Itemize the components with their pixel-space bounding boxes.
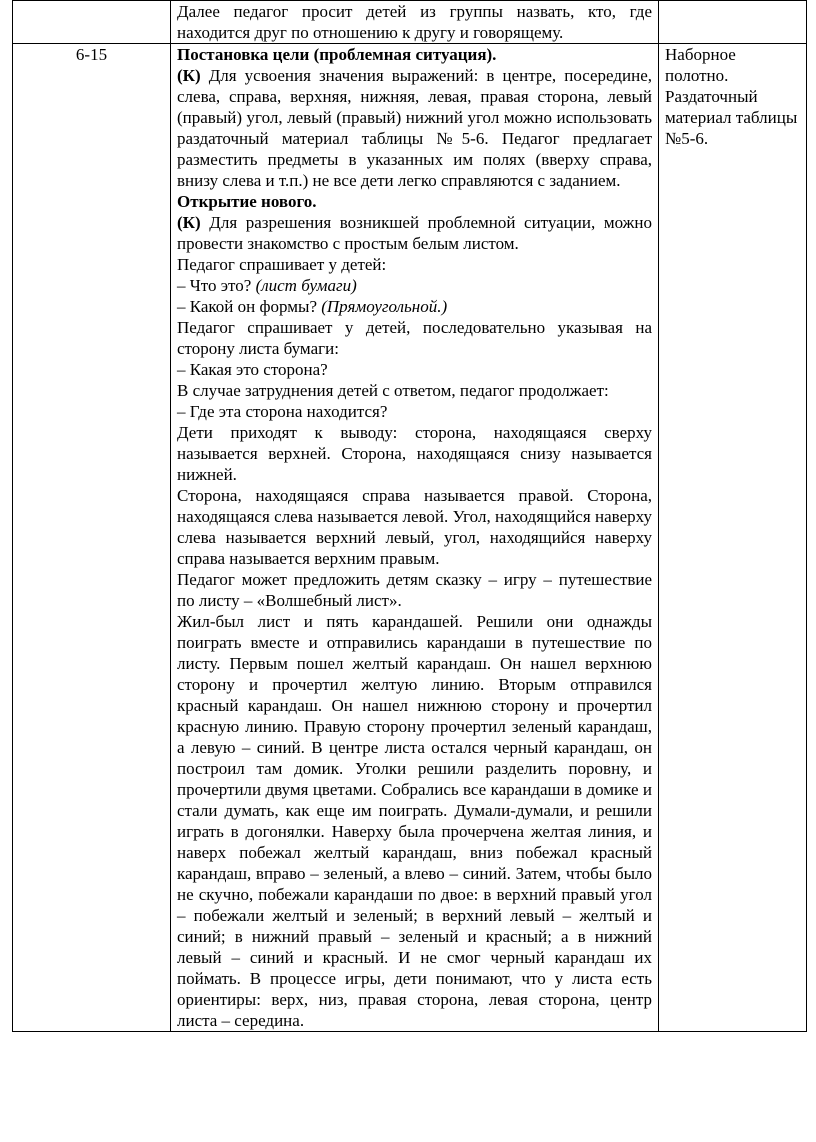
goal-text: Для усвоения значения выражений: в центре, посередине, слева, справа, верхняя, нижняя, левая, правая сторона, левый (правый) угол, левый (правый) нижний угол можно использовать раздаточный материал таблицы №5-6. Педагог предлагает разместить предметы в указанных им полях (вверху справа, внизу слева и т.п.) не все дети легко справляются с заданием. (177, 66, 652, 190)
content-cell (171, 1, 659, 44)
question: – Что это? (177, 276, 256, 295)
answer: (лист бумаги) (255, 276, 357, 295)
lesson-plan-table (12, 0, 807, 1032)
time-cell (13, 1, 171, 44)
goal-heading: Постановка цели (проблемная ситуация). (177, 45, 497, 64)
new-heading: Открытие нового. (177, 192, 317, 211)
paragraph (177, 212, 652, 254)
answer: (Прямоугольной.) (321, 297, 448, 316)
question-line: – Где эта сторона находится? (177, 402, 388, 421)
materials-cell (659, 1, 807, 44)
paragraph: В случае затруднения детей с ответом, педагог продолжает: (177, 381, 609, 400)
question-line (177, 296, 652, 317)
paragraph: Дети приходят к выводу: сторона, находящаяся сверху называется верхней. Сторона, находящаяся снизу называется нижней. (177, 423, 652, 484)
paragraph: Педагог может предложить детям сказку – игру – путешествие по листу – «Волшебный лист». (177, 570, 652, 610)
question-line (177, 275, 652, 296)
content-cell (171, 44, 659, 1032)
paragraph: Жил-был лист и пять карандашей. Решили они однажды поиграть вместе и отправились карандаши в путешествие по листу. Первым пошел желтый карандаш. Он нашел верхнюю сторону и прочертил желтую линию. Вторым отправился красный карандаш. Он нашел нижнюю сторону и прочертил красную линию. Правую сторону прочертил зеленый карандаш, а левую – синий. В центре листа остался черный карандаш, он построил там домик. Уголки решили разделить поровну, и прочертили двумя цветами. Собрались все карандаши в домике и стали думать, как еще им поиграть. Думали-думали, и решили играть в догонялки. Наверху была прочерчена желтая линия, и наверх побежал желтый карандаш, вниз побежал красный карандаш, вправо – зеленый, а влево – синий. Затем, чтобы было не скучно, побежали карандаши по двое: в верхний правый угол – побежали желтый и зеленый; в верхний левый – желтый и синий; в нижний правый – зеленый и красный; а в нижний левый – синий и красный. И не смог черный карандаш их поймать. В процессе игры, дети понимают, что у листа есть ориентиры: верх, низ, правая сторона, левая сторона, центр листа – середина. (177, 612, 652, 1030)
section-goal (177, 44, 652, 65)
table-row (13, 1, 807, 44)
paragraph (177, 65, 652, 191)
time-cell: 6-15 (13, 44, 171, 1032)
materials-cell: Наборное полотно. Раздаточный материал таблицы №5-6. (659, 44, 807, 1032)
section-new (177, 191, 652, 212)
new-k-marker: (К) (177, 213, 201, 232)
paragraph: Педагог спрашивает у детей, последовательно указывая на сторону листа бумаги: (177, 318, 652, 358)
question-line: – Какая это сторона? (177, 360, 328, 379)
goal-k-marker: (К) (177, 66, 201, 85)
question: – Какой он формы? (177, 297, 322, 316)
paragraph: Далее педагог просит детей из группы назвать, кто, где находится друг по отношению к другу и говорящему. (177, 2, 652, 42)
new-text: Для разрешения возникшей проблемной ситуации, можно провести знакомство с простым белым листом. (177, 213, 652, 253)
paragraph: Сторона, находящаяся справа называется правой. Сторона, находящаяся слева называется левой. Угол, находящийся наверху слева называется верхний левый, угол, находящийся наверху справа называется верхним правым. (177, 486, 652, 568)
paragraph: Педагог спрашивает у детей: (177, 255, 387, 274)
table-row (13, 44, 807, 1032)
